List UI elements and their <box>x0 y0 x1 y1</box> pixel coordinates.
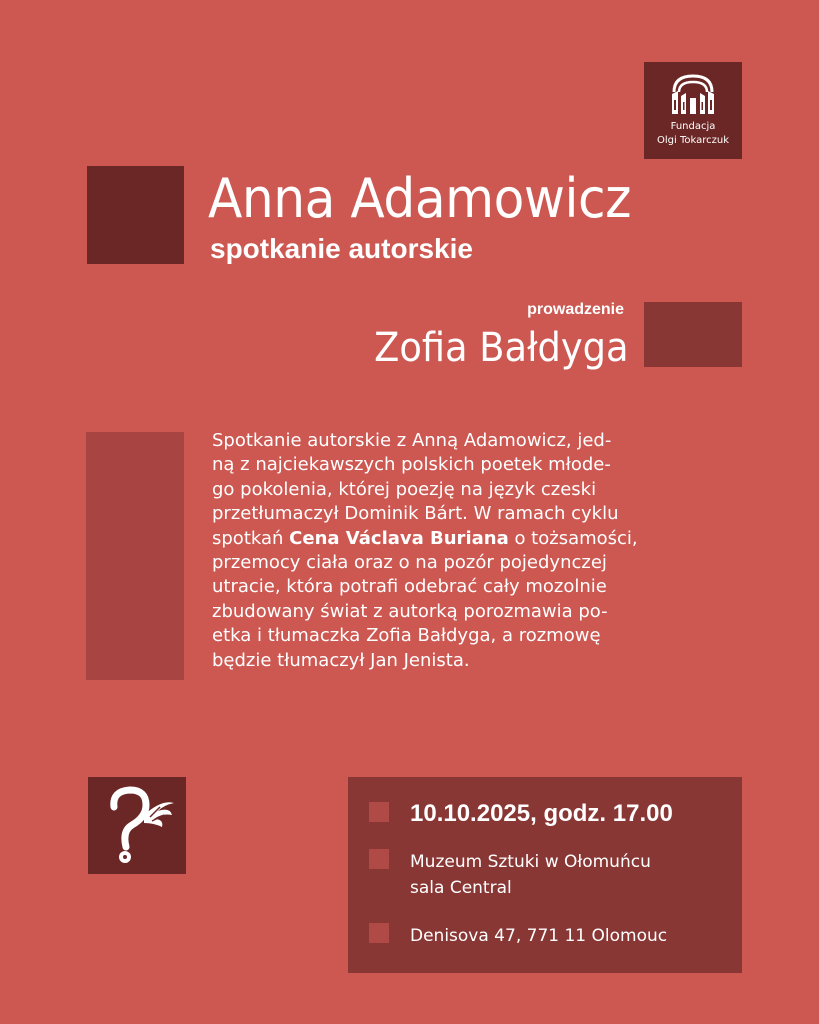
decor-block-top-left <box>87 166 184 264</box>
host-label: prowadzenie <box>527 301 624 318</box>
bullet-square <box>369 849 389 869</box>
description-line: będzie tłumaczył Jan Jenista. <box>212 649 470 671</box>
series-name: Cena Václava Buriana <box>289 527 509 549</box>
author-name-title: Anna Adamowicz <box>208 167 632 230</box>
description-line: go pokolenia, której poezję na język czeski <box>212 478 597 500</box>
description-line: ną z najciekawszych polskich poetek młode- <box>212 454 611 476</box>
description-line: Spotkanie autorskie z Anną Adamowicz, jed- <box>212 430 612 451</box>
event-venue <box>410 849 651 901</box>
venue-line2: sala Central <box>410 878 512 898</box>
foundation-building-icon <box>668 72 718 116</box>
bullet-square <box>369 802 389 822</box>
description-line: zbudowany świat z autorką porozmawia po- <box>212 600 608 622</box>
event-info-panel <box>348 777 742 973</box>
event-description <box>212 429 652 673</box>
decor-block-left-tall <box>86 432 184 680</box>
venue-line1: Muzeum Sztuki w Ołomuńcu <box>410 852 651 872</box>
foundation-name-line2: Olgi Tokarczuk <box>657 135 729 146</box>
event-datetime: 10.10.2025, godz. 17.00 <box>410 800 673 827</box>
foundation-name <box>657 120 729 148</box>
emblem-box <box>88 777 186 874</box>
description-text: spotkań <box>212 527 290 549</box>
bullet-square <box>369 923 389 943</box>
event-address: Denisova 47, 771 11 Olomouc <box>410 926 668 946</box>
description-line: utracie, która potrafi odebrać cały mozolnie <box>212 576 607 598</box>
decor-block-right <box>644 302 742 367</box>
description-text: o tożsamości, <box>508 527 638 549</box>
foundation-logo <box>644 62 742 159</box>
foundation-name-line1: Fundacja <box>670 121 716 132</box>
description-line: etka i tłumaczka Zofia Bałdyga, a rozmowę <box>212 625 601 647</box>
winged-question-mark-icon <box>88 777 186 874</box>
host-name: Zofia Bałdyga <box>374 325 629 371</box>
description-line: przetłumaczył Dominik Bárt. W ramach cyklu <box>212 503 619 525</box>
event-subtitle: spotkanie autorskie <box>210 233 473 264</box>
description-line: przemocy ciała oraz o na pozór pojedynczej <box>212 552 607 574</box>
description-line <box>212 527 652 551</box>
